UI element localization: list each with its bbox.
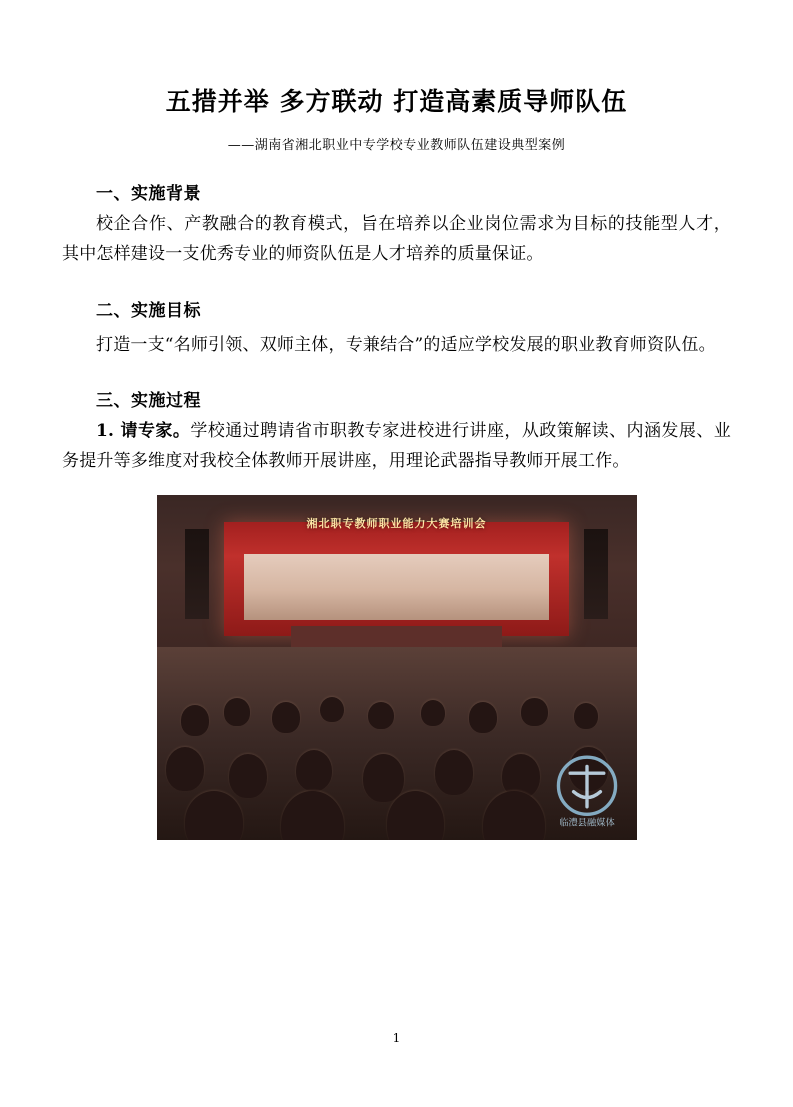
photo-stage-screen — [224, 522, 570, 636]
photo-audience-head — [320, 697, 344, 723]
photo-head-table — [291, 626, 502, 647]
photo-projection-area — [244, 554, 548, 620]
photo-audience-head — [574, 703, 598, 729]
photo-audience-head — [296, 750, 332, 791]
photo-audience-head — [229, 754, 267, 799]
photo-audience-head — [363, 754, 404, 802]
photo-speaker-left — [185, 529, 209, 619]
watermark-text: 临澧县融媒体 — [558, 817, 615, 829]
media-watermark-logo-icon — [545, 748, 629, 832]
figure-container — [62, 495, 731, 840]
photo-audience-head — [421, 700, 445, 726]
section-paragraph-background: 校企合作、产教融合的教育模式，旨在培养以企业岗位需求为目标的技能型人才，其中怎样建设一支优秀专业的师资队伍是人才培养的质量保证。 — [62, 214, 731, 264]
training-meeting-photo — [157, 495, 637, 840]
photo-audience-head — [435, 750, 473, 795]
page-number: 1 — [392, 1031, 401, 1045]
photo-audience-head — [224, 698, 250, 726]
process-item-1-lead: 1. 请专家。 — [96, 421, 191, 442]
photo-audience-head — [181, 705, 210, 736]
section-heading-objective: 二、实施目标 — [96, 300, 201, 321]
photo-banner-text: 湘北职专教师职业能力大赛培训会 — [306, 517, 487, 531]
section-heading-process: 三、实施过程 — [96, 391, 201, 412]
photo-audience-head — [166, 747, 204, 792]
process-item-1 — [62, 417, 731, 477]
process-item-1-text: 学校通过聘请省市职教专家进校进行讲座，从政策解读、内涵发展、业务提升等多维度对我校全体教师开展讲座，用理论武器指导教师开展工作。 — [62, 421, 731, 471]
photo-audience-head — [368, 702, 394, 730]
photo-audience-head — [272, 702, 301, 733]
section-paragraph-objective: 打造一支“名师引领、双师主体，专兼结合”的适应学校发展的职业教育师资队伍。 — [96, 334, 716, 355]
page-title: 五措并举 多方联动 打造高素质导师队伍 — [165, 87, 628, 116]
photo-audience-head — [521, 698, 547, 726]
page-subtitle: ——湖南省湘北职业中专学校专业教师队伍建设典型案例 — [227, 138, 566, 153]
photo-audience-head — [469, 702, 498, 733]
photo-speaker-right — [584, 529, 608, 619]
section-heading-background: 一、实施背景 — [96, 184, 201, 204]
